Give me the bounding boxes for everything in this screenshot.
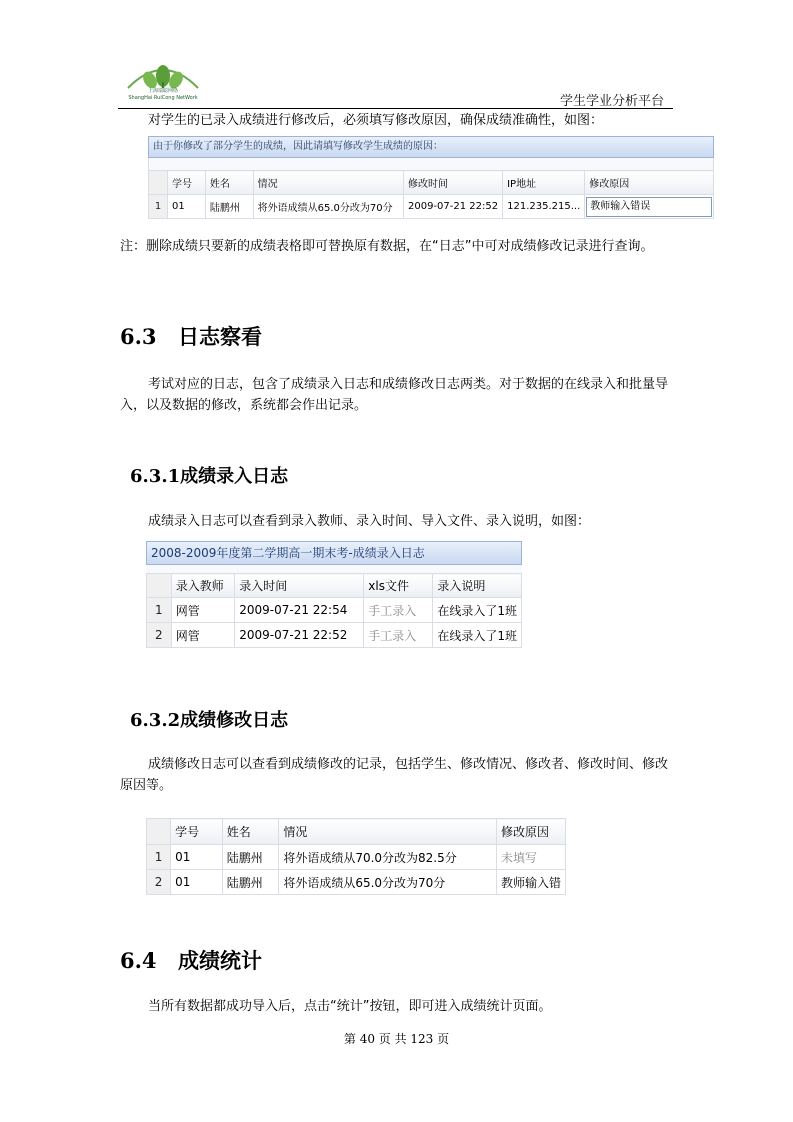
entry-log-banner: 2008-2009年度第二学期高一期末考-成绩录入日志 [146, 541, 522, 565]
cell-name: 陆鹏州 [205, 195, 253, 219]
table-row[interactable] [147, 845, 566, 870]
cell-file: 手工录入 [364, 623, 433, 648]
section-title: 成绩录入日志 [180, 466, 289, 487]
col-header-name: 姓名 [205, 171, 253, 195]
section-heading-6-4 [120, 945, 262, 975]
statistics-paragraph: 当所有数据都成功导入后，点击“统计”按钮，即可进入成绩统计页面。 [148, 999, 552, 1014]
note-paragraph: 注：删除成绩只要新的成绩表格即可替换原有数据，在“日志”中可对成绩修改记录进行查询。 [120, 239, 654, 254]
cell-desc: 在线录入了1班 [433, 623, 522, 648]
table-header-row [149, 171, 714, 195]
row-number: 1 [147, 598, 172, 623]
col-header-name: 姓名 [222, 819, 279, 845]
cell-ip: 121.235.215... [503, 195, 585, 219]
section-title: 日志察看 [178, 325, 262, 349]
cell-time: 2009-07-21 22:54 [235, 598, 364, 623]
col-header-ip: IP地址 [503, 171, 585, 195]
cell-situation: 将外语成绩从65.0分改为70分 [253, 195, 403, 219]
cell-desc: 在线录入了1班 [433, 598, 522, 623]
entry-log-screenshot [146, 541, 522, 648]
modify-log-paragraph: 成绩修改日志可以查看到成绩修改的记录，包括学生、修改情况、修改者、修改时间、修改原因等。 [120, 757, 669, 793]
row-number: 2 [147, 623, 172, 648]
table-row[interactable] [147, 870, 566, 895]
cell-reason: 未填写 [496, 845, 565, 870]
section-number: 6.3 [120, 324, 157, 349]
logo-english-text: ShangHai RuiCong NetWork [128, 95, 198, 101]
cell-id: 01 [168, 195, 206, 219]
cell-name: 陆鹏州 [222, 845, 279, 870]
section-title: 成绩统计 [178, 949, 262, 973]
modify-log-table [146, 818, 566, 895]
cell-reason: 教师输入错 [496, 870, 565, 895]
col-header-teacher: 录入教师 [171, 574, 234, 598]
section-heading-6-3-1 [130, 462, 288, 488]
section-heading-6-3-2 [130, 706, 288, 732]
cell-time: 2009-07-21 22:52 [403, 195, 502, 219]
col-header-time: 修改时间 [403, 171, 502, 195]
col-header-situation: 情况 [253, 171, 403, 195]
intro-paragraph: 对学生的已录入成绩进行修改后，必须填写修改原因，确保成绩准确性，如图： [148, 113, 604, 128]
page-footer: 第 40 页 共 123 页 [343, 1032, 450, 1046]
cell-teacher: 网管 [171, 623, 234, 648]
modify-reason-banner: 由于你修改了部分学生的成绩，因此请填写修改学生成绩的原因： [148, 136, 714, 158]
log-view-paragraph: 考试对应的日志，包含了成绩录入日志和成绩修改日志两类。对于数据的在线录入和批量导入，以及数据的修改，系统都会作出记录。 [120, 377, 669, 413]
col-header-reason: 修改原因 [585, 171, 714, 195]
table-row[interactable] [149, 195, 714, 219]
reason-input[interactable]: 教师输入错误 [586, 197, 712, 217]
row-number: 2 [147, 870, 171, 895]
cell-id: 01 [171, 870, 223, 895]
modify-log-screenshot [146, 818, 566, 895]
col-header-desc: 录入说明 [433, 574, 522, 598]
modify-reason-table [148, 170, 714, 219]
cell-time: 2009-07-21 22:52 [235, 623, 364, 648]
col-header-file: xls文件 [364, 574, 433, 598]
section-number: 6.4 [120, 948, 157, 973]
table-row[interactable] [147, 623, 522, 648]
table-row[interactable] [147, 598, 522, 623]
entry-log-paragraph: 成绩录入日志可以查看到录入教师、录入时间、导入文件、录入说明，如图： [148, 514, 591, 529]
modify-reason-screenshot [148, 136, 714, 219]
col-header-situation: 情况 [279, 819, 497, 845]
col-header-id: 学号 [171, 819, 223, 845]
entry-log-table [146, 573, 522, 648]
table-header-row [147, 819, 566, 845]
cell-situation: 将外语成绩从65.0分改为70分 [279, 870, 497, 895]
cell-situation: 将外语成绩从70.0分改为82.5分 [279, 845, 497, 870]
section-number: 6.3.2 [130, 710, 181, 731]
col-header-time: 录入时间 [235, 574, 364, 598]
col-header-id: 学号 [168, 171, 206, 195]
cell-name: 陆鹏州 [222, 870, 279, 895]
row-number: 1 [147, 845, 171, 870]
col-header-reason: 修改原因 [496, 819, 565, 845]
section-heading-6-3 [120, 321, 262, 351]
row-number: 1 [149, 195, 168, 219]
cell-teacher: 网管 [171, 598, 234, 623]
section-number: 6.3.1 [130, 466, 181, 487]
section-title: 成绩修改日志 [180, 710, 289, 731]
logo-chinese-text: 上海瑞聪网络 [147, 88, 178, 94]
cell-id: 01 [171, 845, 223, 870]
header-divider [118, 108, 673, 109]
cell-file: 手工录入 [364, 598, 433, 623]
table-header-row [147, 574, 522, 598]
platform-title: 学生学业分析平台 [560, 94, 665, 109]
